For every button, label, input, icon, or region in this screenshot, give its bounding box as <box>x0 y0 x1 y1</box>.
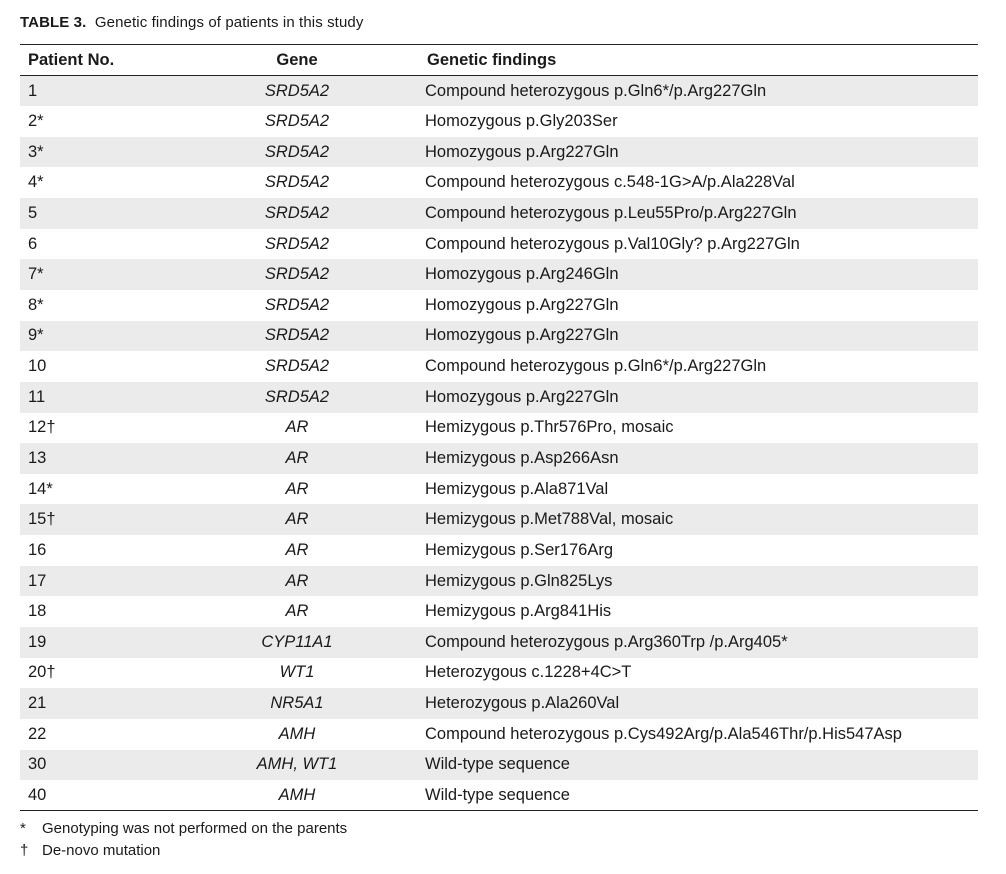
footnote-text: De-novo mutation <box>42 842 161 859</box>
cell-patient-no: 11 <box>28 387 46 406</box>
cell-patient-no: 2* <box>28 111 44 130</box>
gene-name: SRD5A2 <box>264 173 330 192</box>
gene-name: SRD5A2 <box>264 265 330 284</box>
cell-genetic-findings: Hemizygous p.Asp266Asn <box>425 449 619 467</box>
table-header <box>20 45 978 76</box>
header-gene: Gene <box>276 50 318 69</box>
gene-name: SRD5A2 <box>264 142 330 161</box>
cell-gene <box>178 290 416 321</box>
cell-patient-no: 5 <box>28 203 38 222</box>
gene-name: AR <box>285 510 309 529</box>
cell-gene <box>178 76 416 107</box>
header-row <box>20 45 978 76</box>
table-row <box>20 290 978 321</box>
gene-name: AMH <box>278 785 316 804</box>
cell-patient-no: 9* <box>28 326 44 345</box>
table-row <box>20 198 978 229</box>
cell-genetic-findings: Wild-type sequence <box>425 785 570 804</box>
data-table <box>20 44 978 811</box>
gene-name: SRD5A2 <box>264 234 330 253</box>
cell-patient-no: 14* <box>28 479 53 498</box>
cell-patient-no: 6 <box>28 234 38 253</box>
table-row <box>20 351 978 382</box>
footnote <box>20 818 347 840</box>
gene-name: AR <box>285 571 309 590</box>
gene-name: SRD5A2 <box>264 326 330 345</box>
gene-name: AR <box>285 449 309 467</box>
table-row <box>20 443 978 474</box>
gene-name: SRD5A2 <box>264 387 330 406</box>
cell-genetic-findings: Compound heterozygous p.Val10Gly? p.Arg227Gln <box>425 234 800 253</box>
cell-genetic-findings: Compound heterozygous p.Cys492Arg/p.Ala546Thr/p.His547Asp <box>425 724 902 743</box>
cell-patient-no: 19 <box>28 632 47 651</box>
table-row <box>20 76 978 107</box>
cell-patient-no: 18 <box>28 602 47 621</box>
table-row <box>20 780 978 811</box>
cell-gene <box>178 137 416 168</box>
cell-patient-no: 10 <box>28 357 47 376</box>
gene-name: WT1 <box>279 663 315 682</box>
cell-genetic-findings: Homozygous p.Arg227Gln <box>425 387 619 406</box>
cell-gene <box>178 719 416 750</box>
cell-genetic-findings: Hemizygous p.Ala871Val <box>425 479 609 498</box>
gene-name: NR5A1 <box>270 694 324 713</box>
cell-genetic-findings: Hemizygous p.Ser176Arg <box>425 540 614 559</box>
footnote <box>20 840 347 862</box>
footnote-symbol: † <box>20 842 29 859</box>
cell-gene <box>178 504 416 535</box>
header-genetic-findings: Genetic findings <box>427 50 557 69</box>
gene-name: AMH, WT1 <box>256 755 338 774</box>
cell-genetic-findings: Heterozygous c.1228+4C>T <box>425 663 632 682</box>
cell-patient-no: 15† <box>28 510 56 529</box>
gene-name: AR <box>285 602 309 621</box>
footnote-text: Genotyping was not performed on the parents <box>42 820 348 837</box>
cell-patient-no: 7* <box>28 265 44 284</box>
cell-patient-no: 40 <box>28 785 47 804</box>
cell-patient-no: 8* <box>28 295 44 314</box>
cell-gene <box>178 198 416 229</box>
gene-name: AR <box>285 540 309 559</box>
cell-gene <box>178 382 416 413</box>
cell-gene <box>178 596 416 627</box>
cell-gene <box>178 229 416 260</box>
cell-gene <box>178 627 416 658</box>
cell-gene <box>178 688 416 719</box>
cell-gene <box>178 259 416 290</box>
cell-gene <box>178 566 416 597</box>
gene-name: AMH <box>278 724 316 743</box>
cell-gene <box>178 443 416 474</box>
cell-genetic-findings: Compound heterozygous c.548-1G>A/p.Ala228Val <box>425 173 795 192</box>
table-row <box>20 413 978 444</box>
gene-name: SRD5A2 <box>264 295 330 314</box>
cell-genetic-findings: Compound heterozygous p.Gln6*/p.Arg227Gln <box>425 81 767 100</box>
cell-gene <box>178 474 416 505</box>
cell-genetic-findings: Heterozygous p.Ala260Val <box>425 694 620 713</box>
footnotes <box>20 818 347 862</box>
cell-gene <box>178 413 416 444</box>
gene-name: SRD5A2 <box>264 357 330 376</box>
table-row <box>20 596 978 627</box>
table-caption-text: Genetic findings of patients in this study <box>94 14 364 31</box>
table-row <box>20 627 978 658</box>
cell-genetic-findings: Compound heterozygous p.Gln6*/p.Arg227Gln <box>425 357 767 376</box>
cell-gene <box>178 321 416 352</box>
cell-gene <box>178 106 416 137</box>
cell-genetic-findings: Compound heterozygous p.Leu55Pro/p.Arg227Gln <box>425 203 797 222</box>
gene-name: AR <box>285 479 309 498</box>
table-body <box>20 76 978 811</box>
table-row <box>20 259 978 290</box>
cell-patient-no: 12† <box>28 418 56 437</box>
genetic-findings-table <box>20 44 978 811</box>
cell-gene <box>178 351 416 382</box>
cell-genetic-findings: Hemizygous p.Met788Val, mosaic <box>425 510 674 529</box>
cell-gene <box>178 750 416 781</box>
gene-name: SRD5A2 <box>264 111 330 130</box>
cell-patient-no: 30 <box>28 755 47 774</box>
gene-name: SRD5A2 <box>264 81 330 100</box>
table-row <box>20 137 978 168</box>
cell-genetic-findings: Homozygous p.Arg246Gln <box>425 265 619 284</box>
table-caption-label: TABLE 3. <box>20 14 87 31</box>
cell-gene <box>178 658 416 689</box>
cell-genetic-findings: Homozygous p.Arg227Gln <box>425 326 619 345</box>
table-row <box>20 688 978 719</box>
table-caption <box>20 14 363 31</box>
table-row <box>20 474 978 505</box>
cell-gene <box>178 167 416 198</box>
table-row <box>20 750 978 781</box>
cell-genetic-findings: Compound heterozygous p.Arg360Trp /p.Arg405* <box>425 632 788 651</box>
cell-patient-no: 1 <box>28 81 38 100</box>
table-row <box>20 535 978 566</box>
cell-patient-no: 17 <box>28 571 47 590</box>
table-row <box>20 504 978 535</box>
cell-genetic-findings: Hemizygous p.Thr576Pro, mosaic <box>425 418 674 437</box>
cell-gene <box>178 535 416 566</box>
cell-genetic-findings: Hemizygous p.Arg841His <box>425 602 612 621</box>
cell-genetic-findings: Homozygous p.Arg227Gln <box>425 295 619 314</box>
table-row <box>20 719 978 750</box>
cell-patient-no: 13 <box>28 449 47 467</box>
cell-patient-no: 16 <box>28 540 47 559</box>
header-patient-no: Patient No. <box>28 50 115 69</box>
cell-genetic-findings: Wild-type sequence <box>425 755 570 774</box>
table-row <box>20 382 978 413</box>
gene-name: CYP11A1 <box>261 632 333 651</box>
cell-genetic-findings: Homozygous p.Arg227Gln <box>425 142 619 161</box>
cell-patient-no: 21 <box>28 694 47 713</box>
cell-patient-no: 4* <box>28 173 44 192</box>
table-row <box>20 658 978 689</box>
gene-name: SRD5A2 <box>264 203 330 222</box>
table-row <box>20 566 978 597</box>
cell-genetic-findings: Homozygous p.Gly203Ser <box>425 111 618 130</box>
cell-gene <box>178 780 416 811</box>
gene-name: AR <box>285 418 309 437</box>
table-row <box>20 229 978 260</box>
footnote-symbol: * <box>20 820 26 837</box>
table-row <box>20 106 978 137</box>
cell-patient-no: 20† <box>28 663 56 682</box>
cell-patient-no: 22 <box>28 724 47 743</box>
table-row <box>20 167 978 198</box>
cell-patient-no: 3* <box>28 142 44 161</box>
table-row <box>20 321 978 352</box>
cell-genetic-findings: Hemizygous p.Gln825Lys <box>425 571 613 590</box>
